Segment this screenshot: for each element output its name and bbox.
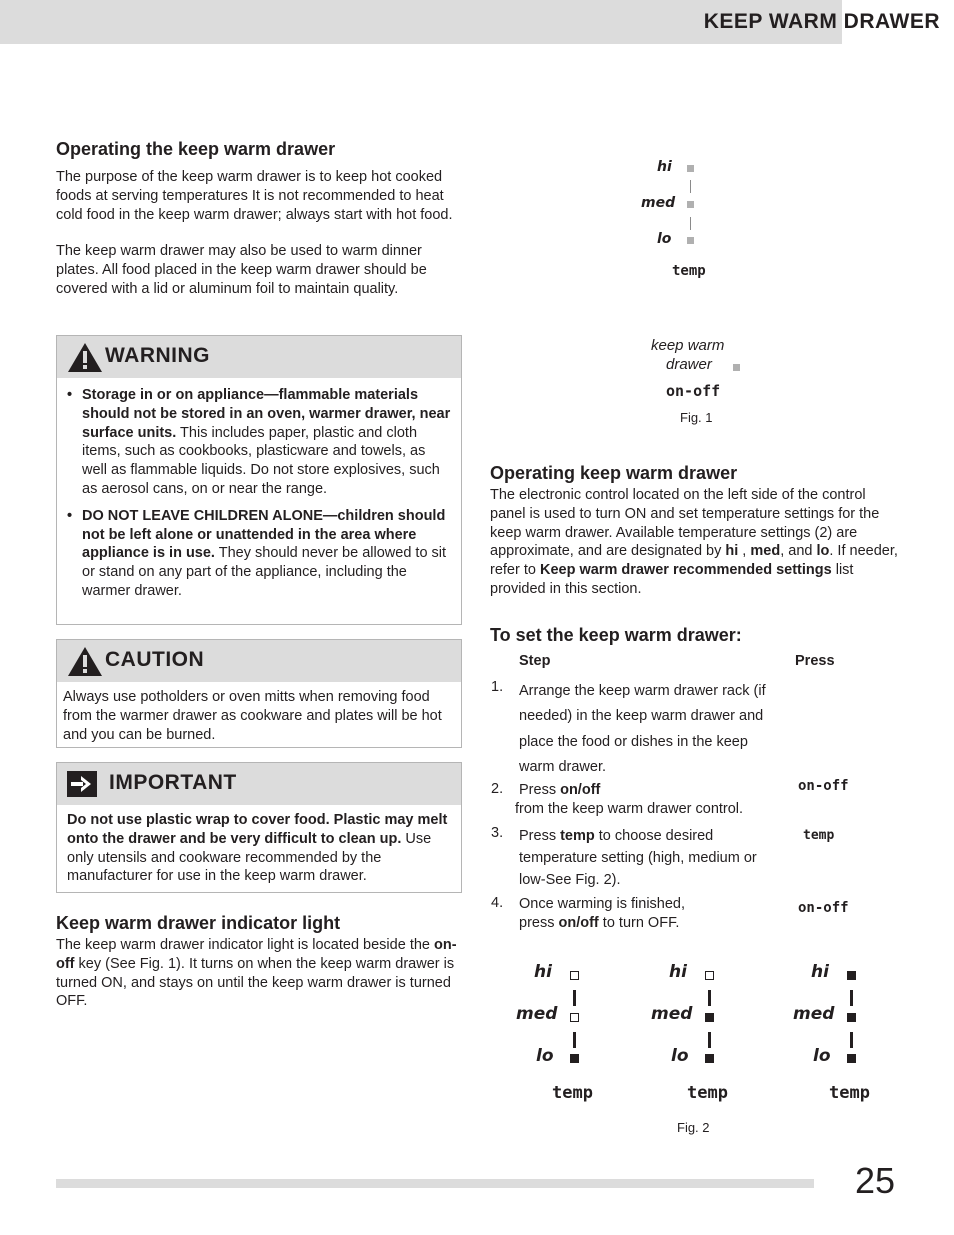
- fig1-divider: [690, 180, 691, 193]
- indicator-paragraph: [56, 936, 460, 1011]
- warning-triangle-icon: [67, 646, 103, 677]
- fig1-divider: [690, 217, 691, 230]
- warning-item-bold: Storage in or on appliance—flammable materials should not be stored in an oven, warmer drawer, near surface units.: [82, 387, 451, 441]
- warning-item-bold: DO NOT LEAVE CHILDREN ALONE—children should not be left alone or unattended in the area where appliance is in use.: [82, 507, 446, 562]
- operating-section: [56, 139, 460, 299]
- important-box: [56, 762, 462, 893]
- figure-1: [600, 150, 800, 440]
- operating-control-section: [490, 463, 900, 599]
- figure-2: [490, 955, 900, 1145]
- caution-text: Always use potholders or oven mitts when removing food from the warmer drawer as cookware and plates will be hot and you can be burned.: [63, 689, 442, 743]
- operating-control-paragraph: [490, 486, 900, 599]
- fig2-lo-indicator: [570, 1054, 579, 1063]
- fig2-temp-key: temp: [687, 1083, 728, 1103]
- fig2-hi-indicator: [570, 971, 579, 980]
- footer-bar: [56, 1179, 814, 1188]
- step-column-header: Step: [519, 653, 551, 669]
- warning-item-text: This includes paper, plastic and cloth items, such as cookbooks, plasticware and towels, as well as flammable liquids. Do not store explosives, such as aerosol cans, on or near the range.: [82, 424, 440, 497]
- operating-text: ,: [738, 543, 751, 560]
- fig2-lo-indicator: [847, 1054, 856, 1063]
- step-text-part: to choose desired temperature setting (high, medium or low-See Fig. 2).: [519, 828, 757, 888]
- fig2-temp-key: temp: [829, 1083, 870, 1103]
- step-text: [515, 781, 781, 819]
- fig2-med-indicator: [847, 1013, 856, 1022]
- setting-hi: hi: [725, 543, 739, 560]
- set-drawer-heading: To set the keep warm drawer:: [490, 625, 742, 645]
- fig1-lo-indicator: [687, 237, 694, 244]
- fig2-lo-label: lo: [536, 1046, 554, 1066]
- step-text-part: from the keep warm drawer control.: [515, 801, 744, 817]
- page-number: 25: [855, 1160, 896, 1201]
- fig1-onoff-key: on-off: [666, 382, 721, 400]
- important-text: Use only utensils and cookware recommended by the manufacturer for use in the keep warm drawer.: [67, 830, 432, 885]
- fig1-med-label: med: [641, 195, 676, 211]
- press-column-header: Press: [795, 653, 835, 669]
- warning-triangle-icon: [67, 342, 103, 373]
- fig2-caption: Fig. 2: [677, 1120, 710, 1135]
- press-key-temp: temp: [803, 828, 835, 843]
- fig1-temp-key: temp: [672, 263, 706, 279]
- warning-box: [56, 335, 462, 625]
- caution-header: [57, 640, 461, 682]
- step-text-part: Once warming is finished, press: [519, 896, 686, 931]
- fig2-hi-label: hi: [534, 962, 552, 982]
- step-text-part: to turn OFF.: [598, 914, 680, 931]
- warning-title: WARNING: [105, 344, 210, 367]
- fig1-hi-label: hi: [657, 159, 672, 175]
- step-key: temp: [560, 828, 595, 844]
- fig2-divider: [708, 990, 711, 1006]
- fig2-panel: [767, 955, 897, 1115]
- fig2-med-indicator: [570, 1013, 579, 1022]
- fig1-hi-indicator: [687, 165, 694, 172]
- caution-title: CAUTION: [105, 648, 205, 671]
- fig2-med-label: med: [793, 1004, 835, 1024]
- step-number: 2.: [491, 781, 504, 797]
- fig2-med-indicator: [705, 1013, 714, 1022]
- fig1-drawer-label: drawer: [666, 356, 712, 373]
- fig2-med-label: med: [651, 1004, 693, 1024]
- fig2-med-label: med: [516, 1004, 558, 1024]
- fig1-keep-warm-label: keep warm: [651, 337, 725, 354]
- fig2-lo-indicator: [705, 1054, 714, 1063]
- important-header: [57, 763, 461, 805]
- recommended-settings-ref: Keep warm drawer recommended settings: [539, 562, 832, 579]
- step-text-part: Press: [519, 828, 561, 844]
- fig2-hi-indicator: [705, 971, 714, 980]
- step-number: 1.: [491, 679, 504, 695]
- step-number: 3.: [491, 825, 504, 841]
- caution-box: [56, 639, 462, 748]
- operating-heading: Operating the keep warm drawer: [56, 139, 336, 159]
- page-title: KEEP WARM DRAWER: [703, 10, 940, 33]
- step-number: 4.: [491, 895, 504, 911]
- warning-item: [67, 386, 453, 499]
- fig2-divider: [850, 990, 853, 1006]
- setting-med: med: [750, 543, 781, 560]
- fig1-keep-warm-indicator: [733, 364, 740, 371]
- operating-text: . If needer, refer to: [490, 543, 898, 579]
- warning-item: [67, 507, 453, 601]
- fig2-lo-label: lo: [671, 1046, 689, 1066]
- fig2-divider: [573, 1032, 576, 1048]
- fig2-divider: [573, 990, 576, 1006]
- fig2-panel: [625, 955, 755, 1115]
- fig2-hi-label: hi: [811, 962, 829, 982]
- important-title: IMPORTANT: [109, 771, 237, 794]
- warning-item-text: They should never be allowed to sit or stand on any part of the appliance, including the warmer drawer.: [82, 545, 447, 599]
- important-body: [57, 805, 461, 892]
- fig2-panel: [490, 955, 620, 1115]
- important-bold: Do not use plastic wrap to cover food. Plastic may melt onto the drawer and be very difficult to clean up.: [67, 812, 448, 847]
- operating-control-heading: Operating keep warm drawer: [490, 463, 738, 483]
- fig2-divider: [850, 1032, 853, 1048]
- indicator-text: The keep warm drawer indicator light is located beside the: [56, 937, 434, 953]
- fig2-hi-indicator: [847, 971, 856, 980]
- fig2-temp-key: temp: [552, 1083, 593, 1103]
- set-drawer-section: [490, 625, 900, 646]
- warning-header: [57, 336, 461, 378]
- setting-lo: lo: [816, 543, 830, 560]
- press-key-onoff: on-off: [798, 778, 849, 794]
- indicator-text: key (See Fig. 1). It turns on when the keep warm drawer is turned ON, and stays on until the keep warm drawer is turned OFF.: [56, 955, 455, 1010]
- press-key-onoff: on-off: [798, 900, 849, 916]
- fig2-lo-label: lo: [813, 1046, 831, 1066]
- indicator-section: [56, 913, 460, 1011]
- step-text-part: Press: [519, 782, 561, 798]
- onoff-key-ref: on-off: [56, 937, 457, 972]
- fig1-med-indicator: [687, 201, 694, 208]
- step-key: on/off: [558, 914, 599, 931]
- step-text: Arrange the keep warm drawer rack (if needed) in the keep warm drawer and place the food or dishes in the keep warm drawer.: [519, 683, 766, 775]
- arrow-right-icon: [67, 771, 97, 797]
- operating-text: list provided in this section.: [490, 562, 854, 597]
- operating-para-2: The keep warm drawer may also be used to warm dinner plates. All food placed in the keep warm drawer should be covered with a lid or aluminum foil to maintain quality.: [56, 243, 427, 297]
- step-text: [519, 825, 781, 891]
- step-text: [519, 895, 719, 932]
- header-bar: [0, 0, 940, 44]
- step-key: on/off: [560, 782, 601, 798]
- fig1-lo-label: lo: [657, 231, 672, 247]
- fig1-caption: Fig. 1: [680, 410, 713, 425]
- operating-text: The electronic control located on the left side of the control panel is used to turn ON and set temperature settings for the keep warm drawer. Available temperature settings (2) are approximate, and are designated by: [490, 487, 880, 560]
- indicator-heading: Keep warm drawer indicator light: [56, 913, 341, 933]
- operating-para-1: The purpose of the keep warm drawer is to keep hot cooked foods at serving temperatures It is not recommended to heat cold food in the keep warm drawer; always start with hot food.: [56, 169, 453, 223]
- warning-body: [57, 378, 461, 615]
- operating-text: , and: [780, 543, 817, 560]
- fig2-hi-label: hi: [669, 962, 687, 982]
- fig2-divider: [708, 1032, 711, 1048]
